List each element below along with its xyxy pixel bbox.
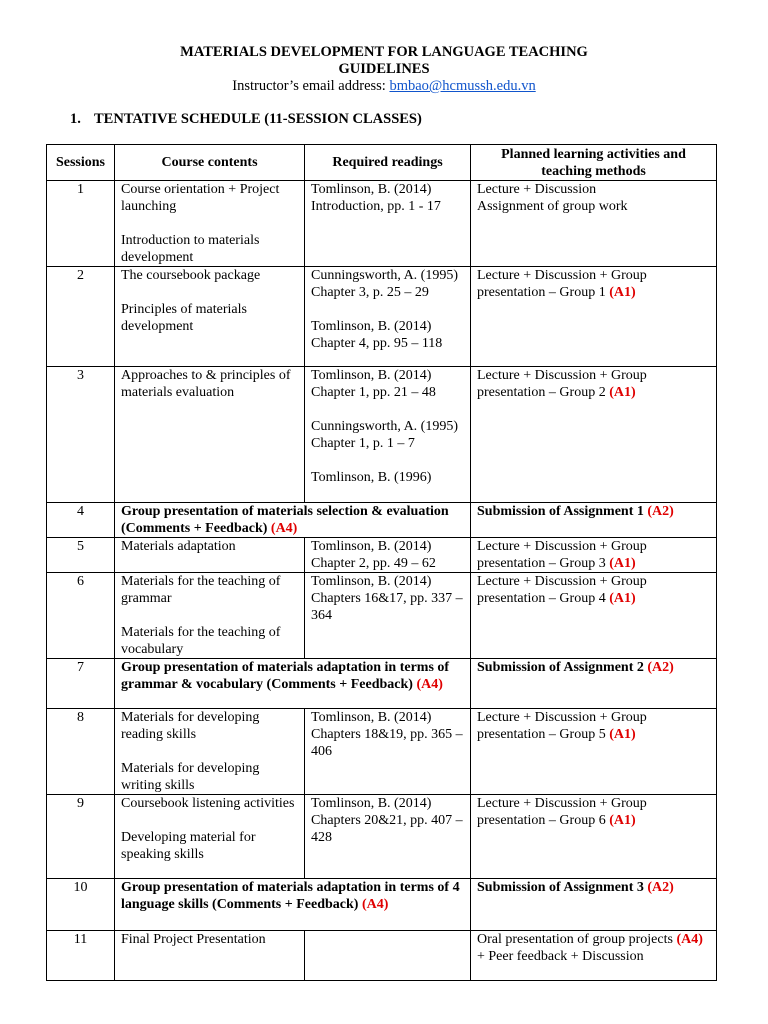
activities-cell xyxy=(471,538,717,573)
assessment-tag: (A2) xyxy=(647,660,674,675)
reading-text: Chapter 3, p. 25 – 29 xyxy=(311,285,429,300)
content-text: Group presentation of materials adaptation in terms of 4 language skills (Comments + Feedback) xyxy=(121,880,460,912)
activity-text: Oral presentation of group projects xyxy=(477,932,677,947)
email-label: Instructor’s email address: xyxy=(232,78,390,94)
assessment-tag: (A1) xyxy=(609,813,636,828)
activity-text: Assignment of group work xyxy=(477,199,628,214)
content-text: Course orientation + Project launching xyxy=(121,182,280,214)
header-course-contents: Course contents xyxy=(115,145,305,181)
table-row xyxy=(47,181,717,267)
table-row xyxy=(47,879,717,931)
content-text: Coursebook listening activities xyxy=(121,796,295,811)
session-number: 4 xyxy=(47,503,115,538)
reading-text: Tomlinson, B. (1996) xyxy=(311,470,432,485)
required-readings-cell xyxy=(305,367,471,503)
table-row xyxy=(47,503,717,538)
reading-text: Tomlinson, B. (2014) xyxy=(311,539,432,554)
activity-text: Lecture + Discussion + Group presentation – Group 1 xyxy=(477,268,647,300)
activity-text: Submission of Assignment 1 xyxy=(477,504,648,519)
course-contents-cell: Final Project Presentation xyxy=(115,931,305,981)
table-row xyxy=(47,709,717,795)
course-contents-cell: Approaches to & principles of materials evaluation xyxy=(115,367,305,503)
section-heading xyxy=(70,111,422,128)
document-title-line2: GUIDELINES xyxy=(338,61,430,77)
reading-text: Tomlinson, B. (2014) xyxy=(311,574,432,589)
activity-text: Lecture + Discussion xyxy=(477,182,597,197)
required-readings-cell xyxy=(305,181,471,267)
activities-cell xyxy=(471,181,717,267)
instructor-email-link[interactable]: bmbao@hcmussh.edu.vn xyxy=(389,78,536,94)
content-text: The coursebook package xyxy=(121,268,261,283)
required-readings-cell xyxy=(305,931,471,981)
activity-text: + Peer feedback + Discussion xyxy=(477,949,644,964)
content-text: Developing material for speaking skills xyxy=(121,830,256,862)
content-text: Introduction to materials development xyxy=(121,233,260,265)
document-title-line1: MATERIALS DEVELOPMENT FOR LANGUAGE TEACHING xyxy=(180,44,588,60)
activities-cell xyxy=(471,709,717,795)
content-text: Group presentation of materials selection & evaluation (Comments + Feedback) xyxy=(121,504,449,536)
assessment-tag: (A1) xyxy=(609,285,636,300)
course-contents-cell: Materials adaptation xyxy=(115,538,305,573)
assessment-tag: (A1) xyxy=(609,556,636,571)
course-contents-cell xyxy=(115,879,471,931)
activities-cell xyxy=(471,367,717,503)
reading-text: Tomlinson, B. (2014) xyxy=(311,182,432,197)
table-header-row xyxy=(47,145,717,181)
reading-text: Chapters 20&21, pp. 407 – 428 xyxy=(311,813,463,845)
course-contents-cell xyxy=(115,503,471,538)
course-contents-cell xyxy=(115,181,305,267)
section-title: TENTATIVE SCHEDULE (11-SESSION CLASSES) xyxy=(94,111,422,127)
required-readings-cell xyxy=(305,267,471,367)
session-number: 7 xyxy=(47,659,115,709)
assessment-tag: (A2) xyxy=(647,504,674,519)
activities-cell xyxy=(471,503,717,538)
activities-cell xyxy=(471,267,717,367)
schedule-table xyxy=(46,144,717,981)
required-readings-cell xyxy=(305,709,471,795)
reading-text: Tomlinson, B. (2014) xyxy=(311,319,432,334)
reading-text: Tomlinson, B. (2014) xyxy=(311,796,432,811)
activities-cell xyxy=(471,931,717,981)
assessment-tag: (A4) xyxy=(270,521,298,536)
assessment-tag: (A1) xyxy=(609,385,636,400)
assessment-tag: (A4) xyxy=(361,897,389,912)
session-number: 5 xyxy=(47,538,115,573)
activity-text: Lecture + Discussion + Group presentation – Group 5 xyxy=(477,710,647,742)
activity-text: Submission of Assignment 2 xyxy=(477,660,648,675)
reading-text: Tomlinson, B. (2014) xyxy=(311,368,432,383)
header-planned-activities: Planned learning activities and teaching methods xyxy=(471,145,717,181)
course-contents-cell xyxy=(115,573,305,659)
content-text: Materials for developing writing skills xyxy=(121,761,260,793)
reading-text: Chapters 18&19, pp. 365 – 406 xyxy=(311,727,463,759)
course-contents-cell xyxy=(115,267,305,367)
required-readings-cell xyxy=(305,538,471,573)
content-text: Materials for the teaching of grammar xyxy=(121,574,281,606)
table-row xyxy=(47,573,717,659)
table-row xyxy=(47,538,717,573)
session-number: 1 xyxy=(47,181,115,267)
session-number: 8 xyxy=(47,709,115,795)
table-row xyxy=(47,267,717,367)
content-text: Group presentation of materials adaptation in terms of grammar & vocabulary (Comments + Feedback) xyxy=(121,660,450,692)
activities-cell xyxy=(471,879,717,931)
reading-text: Chapter 1, pp. 21 – 48 xyxy=(311,385,436,400)
table-row xyxy=(47,367,717,503)
course-contents-cell xyxy=(115,709,305,795)
activity-text: Lecture + Discussion + Group presentation – Group 6 xyxy=(477,796,647,828)
section-number: 1. xyxy=(70,111,81,127)
assessment-tag: (A2) xyxy=(647,880,674,895)
activities-cell xyxy=(471,795,717,879)
content-text: Materials for the teaching of vocabulary xyxy=(121,625,281,657)
session-number: 11 xyxy=(47,931,115,981)
reading-text: Chapter 2, pp. 49 – 62 xyxy=(311,556,436,571)
activity-text: Lecture + Discussion + Group presentation – Group 4 xyxy=(477,574,647,606)
course-contents-cell xyxy=(115,659,471,709)
instructor-email-line xyxy=(0,78,768,95)
reading-text: Cunningsworth, A. (1995) xyxy=(311,419,458,434)
required-readings-cell xyxy=(305,573,471,659)
required-readings-cell xyxy=(305,795,471,879)
header-sessions: Sessions xyxy=(47,145,115,181)
activities-cell xyxy=(471,573,717,659)
session-number: 9 xyxy=(47,795,115,879)
reading-text: Introduction, pp. 1 - 17 xyxy=(311,199,441,214)
content-text: Materials for developing reading skills xyxy=(121,710,260,742)
assessment-tag: (A1) xyxy=(609,591,636,606)
reading-text: Tomlinson, B. (2014) xyxy=(311,710,432,725)
reading-text: Cunningsworth, A. (1995) xyxy=(311,268,458,283)
table-row xyxy=(47,931,717,981)
activities-cell xyxy=(471,659,717,709)
assessment-tag: (A4) xyxy=(416,677,443,692)
reading-text: Chapter 1, p. 1 – 7 xyxy=(311,436,415,451)
content-text: Principles of materials development xyxy=(121,302,247,334)
session-number: 10 xyxy=(47,879,115,931)
session-number: 6 xyxy=(47,573,115,659)
reading-text: Chapter 4, pp. 95 – 118 xyxy=(311,336,443,351)
header-required-readings: Required readings xyxy=(305,145,471,181)
session-number: 3 xyxy=(47,367,115,503)
assessment-tag: (A1) xyxy=(609,727,636,742)
activity-text: Lecture + Discussion + Group presentation – Group 2 xyxy=(477,368,647,400)
reading-text: Chapters 16&17, pp. 337 – 364 xyxy=(311,591,463,623)
assessment-tag: (A4) xyxy=(676,932,703,947)
table-row xyxy=(47,795,717,879)
course-contents-cell xyxy=(115,795,305,879)
activity-text: Submission of Assignment 3 xyxy=(477,880,648,895)
table-row xyxy=(47,659,717,709)
activity-text: Lecture + Discussion + Group presentation – Group 3 xyxy=(477,539,647,571)
session-number: 2 xyxy=(47,267,115,367)
